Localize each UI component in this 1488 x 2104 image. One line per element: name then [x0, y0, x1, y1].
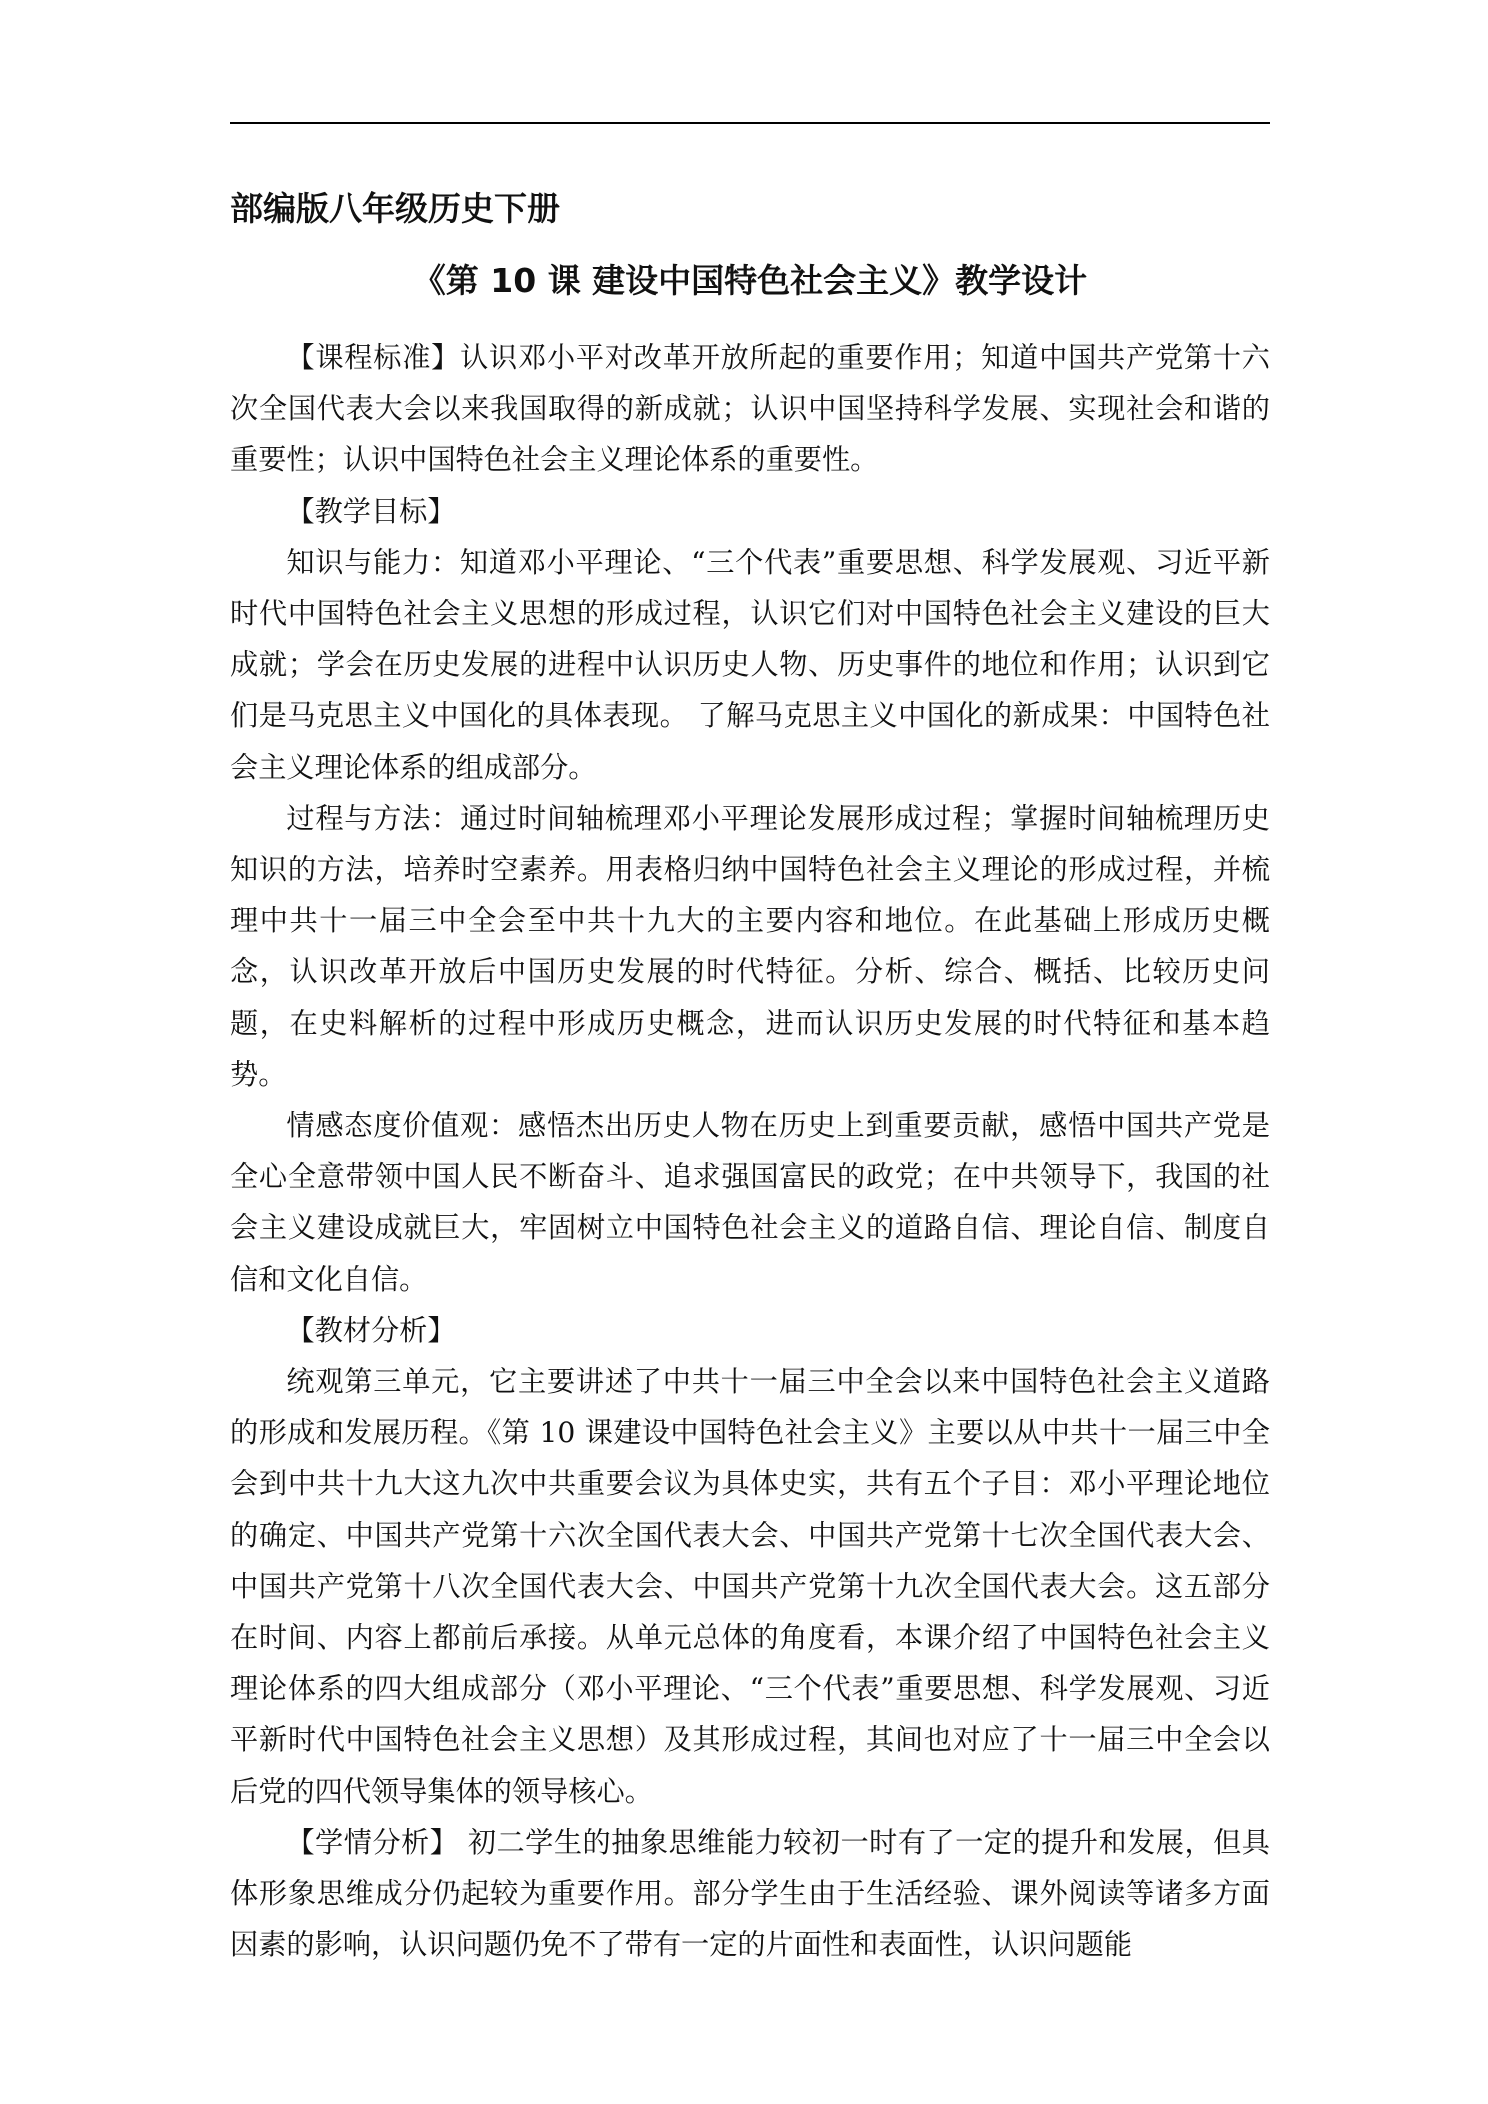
- paragraph-process-method: 过程与方法：通过时间轴梳理邓小平理论发展形成过程；掌握时间轴梳理历史知识的方法，培养时空素养。用表格归纳中国特色社会主义理论的形成过程，并梳理中共十一届三中全会至中共十九大的主要内容和地位。在此基础上形成历史概念，认识改革开放后中国历史发展的时代特征。分析、综合、概括、比较历史问题，在史料解析的过程中形成历史概念，进而认识历史发展的时代特征和基本趋势。: [230, 801, 1270, 1091]
- paragraph-student-analysis: 【学情分析】 初二学生的抽象思维能力较初一时有了一定的提升和发展，但具体形象思维成分仍起较为重要作用。部分学生由于生活经验、课外阅读等诸多方面因素的影响，认识问题仍免不了带有一定的片面性和表面性，认识问题能: [230, 1825, 1270, 1962]
- header-rule: [230, 122, 1270, 124]
- paragraph-emotion-values: 情感态度价值观：感悟杰出历史人物在历史上到重要贡献，感悟中国共产党是全心全意带领中国人民不断奋斗、追求强国富民的政党；在中共领导下，我国的社会主义建设成就巨大，牢固树立中国特色社会主义的道路自信、理论自信、制度自信和文化自信。: [230, 1109, 1270, 1296]
- paragraph-curriculum-standard: 【课程标准】认识邓小平对改革开放所起的重要作用；知道中国共产党第十六次全国代表大会以来我国取得的新成就；认识中国坚持科学发展、实现社会和谐的重要性；认识中国特色社会主义理论体系的重要性。: [230, 341, 1270, 477]
- document-page: [230, 0, 1270, 2104]
- heading-textbook-analysis: 【教材分析】: [286, 1313, 456, 1347]
- heading-teaching-objectives: 【教学目标】: [286, 494, 456, 528]
- document-subject: 部编版八年级历史下册: [230, 189, 560, 228]
- document-title: 《第 10 课 建设中国特色社会主义》教学设计: [412, 261, 1088, 300]
- paragraph-knowledge-ability: 知识与能力：知道邓小平理论、“三个代表”重要思想、科学发展观、习近平新时代中国特色社会主义思想的形成过程，认识它们对中国特色社会主义建设的巨大成就；学会在历史发展的进程中认识历史人物、历史事件的地位和作用；认识到它们是马克思主义中国化的具体表现。 了解马克思主义中国化的新成果：中国特色社会主义理论体系的组成部分。: [230, 545, 1270, 784]
- document-body: [230, 332, 1270, 1971]
- paragraph-textbook-analysis: 统观第三单元，它主要讲述了中共十一届三中全会以来中国特色社会主义道路的形成和发展历程。《第 10 课建设中国特色社会主义》主要以从中共十一届三中全会到中共十九大这九次中共重要会议为具体史实，共有五个子目：邓小平理论地位的确定、中国共产党第十六次全国代表大会、中国共产党第十七次全国代表大会、中国共产党第十八次全国代表大会、中国共产党第十九次全国代表大会。这五部分在时间、内容上都前后承接。从单元总体的角度看，本课介绍了中国特色社会主义理论体系的四大组成部分（邓小平理论、“三个代表”重要思想、科学发展观、习近平新时代中国特色社会主义思想）及其形成过程，其间也对应了十一届三中全会以后党的四代领导集体的领导核心。: [230, 1365, 1270, 1808]
